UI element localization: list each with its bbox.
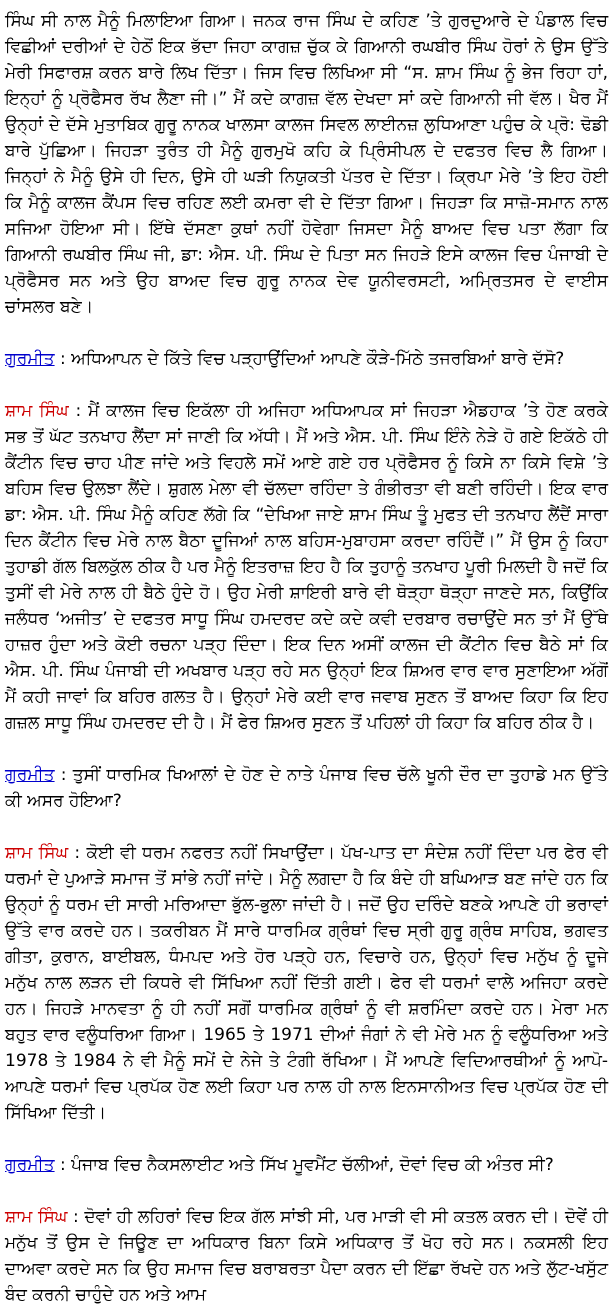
speaker-separator: :	[54, 349, 72, 369]
speaker-separator: :	[67, 1207, 85, 1227]
answer-block-2	[5, 840, 608, 1126]
answer-text: ਕੋਈ ਵੀ ਧਰਮ ਨਫਰਤ ਨਹੀਂ ਸਿਖਾਉਂਦਾ। ਪੱਖ-ਪਾਤ ਦਾ ਸੰਦੇਸ਼ ਨਹੀਂ ਦਿੰਦਾ ਪਰ ਫੇਰ ਵੀ ਧਰਮਾਂ ਦੇ ਪੁਆੜੇ ਸਮਾਜ ਤੋਂ ਸਾਂਭੇ ਨਹੀਂ ਜਾਂਦੇ। ਮੈਨੂੰ ਲਗਦਾ ਹੈ ਕਿ ਬੰਦੇ ਹੀ ਬਘਿਆੜ ਬਣ ਜਾਂਦੇ ਹਨ ਕਿ ਉਨ੍ਹਾਂ ਨੂੰ ਧਰਮ ਦੀ ਸਾਰੀ ਮਰਿਆਦਾ ਭੁੱਲ-ਭੁਲਾ ਜਾਂਦੀ ਹੈ। ਜਦੋਂ ਉਹ ਦਰਿੰਦੇ ਬਣਕੇ ਆਪਣੇ ਹੀ ਭਰਾਵਾਂ ਉੱਤੇ ਵਾਰ ਕਰਦੇ ਹਨ। ਤਕਰੀਬਨ ਮੈਂ ਸਾਰੇ ਧਾਰਮਿਕ ਗ੍ਰੰਥਾਂ ਵਿਚ ਸ੍ਰੀ ਗੁਰੂ ਗ੍ਰੰਥ ਸਾਹਿਬ, ਭਗਵਤ ਗੀਤਾ, ਕੁਰਾਨ, ਬਾਈਬਲ, ਧੰਮਪਦ ਅਤੇ ਹੋਰ ਪੜ੍ਹੇ ਹਨ, ਵਿਚਾਰੇ ਹਨ, ਉਨ੍ਹਾਂ ਵਿਚ ਮਨੁੱਖ ਨੂੰ ਦੂਜੇ ਮਨੁੱਖ ਨਾਲ ਲੜਨ ਦੀ ਕਿਧਰੇ ਵੀ ਸਿੱਖਿਆ ਨਹੀਂ ਦਿੱਤੀ ਗਈ। ਫੇਰ ਵੀ ਧਰਮਾਂ ਵਾਲੇ ਅਜਿਹਾ ਕਰਦੇ ਹਨ। ਜਿਹੜੇ ਮਾਨਵਤਾ ਨੂੰ ਹੀ ਨਹੀਂ ਸਗੋਂ ਧਾਰਮਿਕ ਗ੍ਰੰਥਾਂ ਨੂੰ ਵੀ ਸ਼ਰਮਿੰਦਾ ਕਰਦੇ ਹਨ। ਮੇਰਾ ਮਨ ਬਹੁਤ ਵਾਰ ਵਲੂੰਧਰਿਆ ਗਿਆ। 1965 ਤੇ 1971 ਦੀਆਂ ਜੰਗਾਂ ਨੇ ਵੀ ਮੇਰੇ ਮਨ ਨੂੰ ਵਲੂੰਧਰਿਆ ਅਤੇ 1978 ਤੇ 1984 ਨੇ ਵੀ ਮੈਨੂੰ ਸਮੇਂ ਦੇ ਨੇਜੇ ਤੇ ਟੰਗੀ ਰੱਖਿਆ। ਮੈਂ ਆਪਣੇ ਵਿਦਿਆਰਥੀਆਂ ਨੂੰ ਆਪੋ-ਆਪਣੇ ਧਰਮਾਂ ਵਿਚ ਪ੍ਰਪੱਕ ਹੋਣ ਲਈ ਕਿਹਾ ਪਰ ਨਾਲ ਹੀ ਨਾਲ ਇਨਸਾਨੀਅਤ ਵਿਚ ਪ੍ਰਪੱਕ ਹੋਣ ਦੀ ਸਿੱਖਿਆ ਦਿੱਤੀ।	[5, 843, 608, 1123]
speaker-separator: :	[68, 843, 87, 863]
speaker-separator: :	[68, 401, 89, 421]
answer-block-1	[5, 398, 608, 736]
question-block-3	[5, 1152, 608, 1178]
question-block-1	[5, 346, 608, 372]
interviewee-name: ਸ਼ਾਮ ਸਿੰਘ	[5, 1207, 68, 1227]
interviewer-name-link[interactable]: ਗੁਰਮੀਤ	[5, 765, 55, 785]
answer-text: ਮੈਂ ਕਾਲਜ ਵਿਚ ਇਕੱਲਾ ਹੀ ਅਜਿਹਾ ਅਧਿਆਪਕ ਸਾਂ ਜਿਹੜਾ ਐਡਹਾਕ ’ਤੇ ਹੋਣ ਕਰਕੇ ਸਭ ਤੋਂ ਘੱਟ ਤਨਖਾਹ ਲੈਂਦਾ ਸਾਂ ਜਾਣੀ ਕਿ ਅੱਧੀ। ਮੈਂ ਅਤੇ ਐਸ. ਪੀ. ਸਿੰਘ ਇੰਨੇ ਨੇੜੇ ਹੋ ਗਏ ਇਕੱਠੇ ਹੀ ਕੈਂਟੀਨ ਵਿਚ ਚਾਹ ਪੀਣ ਜਾਂਦੇ ਅਤੇ ਵਿਹਲੇ ਸਮੇਂ ਆਏ ਗਏ ਹਰ ਪ੍ਰੋਫੈਸਰ ਨੂੰ ਕਿਸੇ ਨਾ ਕਿਸੇ ਵਿਸ਼ੇ ’ਤੇ ਬਹਿਸ ਵਿਚ ਉਲਝਾ ਲੈਂਦੇ। ਸ਼ੁਗਲ ਮੇਲਾ ਵੀ ਚੱਲਦਾ ਰਹਿੰਦਾ ਤੇ ਗੰਭੀਰਤਾ ਵੀ ਬਣੀ ਰਹਿੰਦੀ। ਇਕ ਵਾਰ ਡਾ: ਐਸ. ਪੀ. ਸਿੰਘ ਮੈਨੂੰ ਕਹਿਣ ਲੱਗੇ ਕਿ “ਦੇਖਿਆ ਜਾਏ ਸ਼ਾਮ ਸਿੰਘ ਤੂੰ ਮੁਫਤ ਦੀ ਤਨਖਾਹ ਲੈਂਦੈਂ ਸਾਰਾ ਦਿਨ ਕੈਂਟੀਨ ਵਿਚ ਮੇਰੇ ਨਾਲ ਬੈਠਾ ਦੂਜਿਆਂ ਨਾਲ ਬਹਿਸ-ਮੁਬਾਹਸਾ ਕਰਦਾ ਰਹਿੰਦੈਂ।” ਮੈਂ ਉਸ ਨੂੰ ਕਿਹਾ ਤੁਹਾਡੀ ਗੱਲ ਬਿਲਕੁੱਲ ਠੀਕ ਹੈ ਪਰ ਮੈਨੂੰ ਇਤਰਾਜ਼ ਇਹ ਹੈ ਕਿ ਤੁਹਾਨੂੰ ਤਨਖਾਹ ਪੂਰੀ ਮਿਲਦੀ ਹੈ ਜਦੋਂ ਕਿ ਤੁਸੀਂ ਵੀ ਮੇਰੇ ਨਾਲ ਹੀ ਬੈਠੇ ਹੁੰਦੇ ਹੋ। ਉਹ ਮੇਰੀ ਸ਼ਾਇਰੀ ਬਾਰੇ ਵੀ ਥੋੜ੍ਹਾ ਥੋੜ੍ਹਾ ਜਾਣਦੇ ਸਨ, ਕਿਉਂਕਿ ਜਲੰਧਰ ‘ਅਜੀਤ’ ਦੇ ਦਫਤਰ ਸਾਧੂ ਸਿੰਘ ਹਮਦਰਦ ਕਦੇ ਕਦੇ ਕਵੀ ਦਰਬਾਰ ਰਚਾਉਂਦੇ ਸਨ ਤਾਂ ਮੈਂ ਉੱਥੇ ਹਾਜ਼ਰ ਹੁੰਦਾ ਅਤੇ ਕੋਈ ਰਚਨਾ ਪੜ੍ਹ ਦਿੰਦਾ। ਇਕ ਦਿਨ ਅਸੀਂ ਕਾਲਜ ਦੀ ਕੈਂਟੀਨ ਵਿਚ ਬੈਠੇ ਸਾਂ ਕਿ ਐਸ. ਪੀ. ਸਿੰਘ ਪੰਜਾਬੀ ਦੀ ਅਖਬਾਰ ਪੜ੍ਹ ਰਹੇ ਸਨ ਉਨ੍ਹਾਂ ਇਕ ਸ਼ਿਅਰ ਵਾਰ ਵਾਰ ਸੁਣਾਇਆ ਅੱਗੋਂ ਮੈਂ ਕਹੀ ਜਾਵਾਂ ਕਿ ਬਹਿਰ ਗਲਤ ਹੈ। ਉਨ੍ਹਾਂ ਮੇਰੇ ਕਈ ਵਾਰ ਜਵਾਬ ਸੁਣਨ ਤੋਂ ਬਾਅਦ ਕਿਹਾ ਕਿ ਇਹ ਗਜ਼ਲ ਸਾਧੂ ਸਿੰਘ ਹਮਦਰਦ ਦੀ ਹੈ। ਮੈਂ ਫੇਰ ਸ਼ਿਅਰ ਸੁਣਨ ਤੋਂ ਪਹਿਲਾਂ ਹੀ ਕਿਹਾ ਕਿ ਬਹਿਰ ਠੀਕ ਹੈ।	[5, 401, 608, 733]
question-block-2	[5, 762, 608, 814]
interviewee-name: ਸ਼ਾਮ ਸਿੰਘ	[5, 843, 69, 863]
intro-paragraph: ਸਿੰਘ ਸੀ ਨਾਲ ਮੈਨੂੰ ਮਿਲਾਇਆ ਗਿਆ। ਜਨਕ ਰਾਜ ਸਿੰਘ ਦੇ ਕਹਿਣ ’ਤੇ ਗੁਰਦੁਆਰੇ ਦੇ ਪੰਡਾਲ ਵਿਚ ਵਿਛੀਆਂ ਦਰੀਆਂ ਦੇ ਹੇਠੋਂ ਇਕ ਭੱਦਾ ਜਿਹਾ ਕਾਗਜ਼ ਚੁੱਕ ਕੇ ਗਿਆਨੀ ਰਘਬੀਰ ਸਿੰਘ ਹੋਰਾਂ ਨੇ ਉਸ ਉੱਤੇ ਮੇਰੀ ਸਿਫਾਰਸ਼ ਕਰਨ ਬਾਰੇ ਲਿਖ ਦਿੱਤਾ। ਜਿਸ ਵਿਚ ਲਿਖਿਆ ਸੀ “ਸ. ਸ਼ਾਮ ਸਿੰਘ ਨੂੰ ਭੇਜ ਰਿਹਾ ਹਾਂ, ਇਨ੍ਹਾਂ ਨੂੰ ਪ੍ਰੋਫੈਸਰ ਰੱਖ ਲੈਣਾ ਜੀ।” ਮੈਂ ਕਦੇ ਕਾਗਜ਼ ਵੱਲ ਦੇਖਦਾ ਸਾਂ ਕਦੇ ਗਿਆਨੀ ਜੀ ਵੱਲ। ਖੈਰ ਮੈਂ ਉਨ੍ਹਾਂ ਦੇ ਦੱਸੇ ਮੁਤਾਬਿਕ ਗੁਰੂ ਨਾਨਕ ਖਾਲਸਾ ਕਾਲਜ ਸਿਵਲ ਲਾਈਨਜ਼ ਲੁਧਿਆਣਾ ਪਹੁੰਚ ਕੇ ਪ੍ਰੋ: ਢੋਡੀ ਬਾਰੇ ਪੁੱਛਿਆ। ਜਿਹੜਾ ਤੁਰੰਤ ਹੀ ਮੈਨੂੰ ਗੁਰਮੁਖੋ ਕਹਿ ਕੇ ਪ੍ਰਿੰਸੀਪਲ ਦੇ ਦਫਤਰ ਵਿਚ ਲੈ ਗਿਆ। ਜਿਨ੍ਹਾਂ ਨੇ ਮੈਨੂੰ ਉਸੇ ਹੀ ਦਿਨ, ਉਸੇ ਹੀ ਘੜੀ ਨਿਯੁਕਤੀ ਪੱਤਰ ਦੇ ਦਿੱਤਾ। ਕ੍ਰਿਪਾ ਮੇਰੇ ’ਤੇ ਇਹ ਹੋਈ ਕਿ ਮੈਨੂੰ ਕਾਲਜ ਕੈਂਪਸ ਵਿਚ ਰਹਿਣ ਲਈ ਕਮਰਾ ਵੀ ਦੇ ਦਿੱਤਾ ਗਿਆ। ਜਿਹੜਾ ਕਿ ਸਾਜ਼ੋ-ਸਮਾਨ ਨਾਲ ਸਜਿਆ ਹੋਇਆ ਸੀ। ਇੱਥੇ ਦੱਸਣਾ ਕੁਥਾਂ ਨਹੀਂ ਹੋਵੇਗਾ ਜਿਸਦਾ ਮੈਨੂੰ ਬਾਅਦ ਵਿਚ ਪਤਾ ਲੱਗਾ ਕਿ ਗਿਆਨੀ ਰਘਬੀਰ ਸਿੰਘ ਜੀ, ਡਾ: ਐਸ. ਪੀ. ਸਿੰਘ ਦੇ ਪਿਤਾ ਸਨ ਜਿਹੜੇ ਇਸੇ ਕਾਲਜ ਵਿਚ ਪੰਜਾਬੀ ਦੇ ਪ੍ਰੋਫੈਸਰ ਸਨ ਅਤੇ ਉਹ ਬਾਅਦ ਵਿਚ ਗੁਰੂ ਨਾਨਕ ਦੇਵ ਯੂਨੀਵਰਸਟੀ, ਅਮ੍ਰਿਤਸਰ ਦੇ ਵਾਈਸ ਚਾਂਸਲਰ ਬਣੇ।	[5, 11, 608, 317]
answer-block-3	[5, 1204, 608, 1308]
speaker-separator: :	[54, 765, 73, 785]
interviewer-name-link[interactable]: ਗੁਰਮੀਤ	[5, 1155, 55, 1175]
answer-text: ਦੋਵਾਂ ਹੀ ਲਹਿਰਾਂ ਵਿਚ ਇਕ ਗੱਲ ਸਾਂਝੀ ਸੀ, ਪਰ ਮਾੜੀ ਵੀ ਸੀ ਕਤਲ ਕਰਨ ਦੀ। ਦੋਵੇਂ ਹੀ ਮਨੁੱਖ ਤੋਂ ਉਸ ਦੇ ਜਿਊਣ ਦਾ ਅਧਿਕਾਰ ਬਿਨਾ ਕਿਸੇ ਅਧਿਕਾਰ ਤੋਂ ਖੋਹ ਰਹੇ ਸਨ। ਨਕਸਲੀ ਇਹ ਦਾਅਵਾ ਕਰਦੇ ਸਨ ਕਿ ਉਹ ਸਮਾਜ ਵਿਚ ਬਰਾਬਰਤਾ ਪੈਦਾ ਕਰਨ ਦੀ ਇੱਛਾ ਰੱਖਦੇ ਹਨ ਅਤੇ ਲੁੱਟ-ਖਸੁੱਟ ਬੰਦ ਕਰਨੀ ਚਾਹੁੰਦੇ ਹਨ ਅਤੇ ਆਮ	[5, 1207, 608, 1305]
speaker-separator: :	[54, 1155, 72, 1175]
question-text: ਅਧਿਆਪਨ ਦੇ ਕਿੱਤੇ ਵਿਚ ਪੜ੍ਹਾਉਂਦਿਆਂ ਆਪਣੇ ਕੌੜੇ-ਮਿੱਠੇ ਤਜਰਬਿਆਂ ਬਾਰੇ ਦੱਸੋ?	[71, 349, 565, 369]
interviewee-name: ਸ਼ਾਮ ਸਿੰਘ	[5, 401, 69, 421]
question-text: ਤੁਸੀਂ ਧਾਰਮਿਕ ਖਿਆਲਾਂ ਦੇ ਹੋਣ ਦੇ ਨਾਤੇ ਪੰਜਾਬ ਵਿਚ ਚੱਲੇ ਖੂਨੀ ਦੌਰ ਦਾ ਤੁਹਾਡੇ ਮਨ ਉੱਤੇ ਕੀ ਅਸਰ ਹੋਇਆ?	[5, 765, 608, 811]
question-text: ਪੰਜਾਬ ਵਿਚ ਨੈਕਸਲਾਈਟ ਅਤੇ ਸਿੱਖ ਮੂਵਮੈਂਟ ਚੱਲੀਆਂ, ਦੋਵਾਂ ਵਿਚ ਕੀ ਅੰਤਰ ਸੀ?	[71, 1155, 554, 1175]
interviewer-name-link[interactable]: ਗੁਰਮੀਤ	[5, 349, 55, 369]
